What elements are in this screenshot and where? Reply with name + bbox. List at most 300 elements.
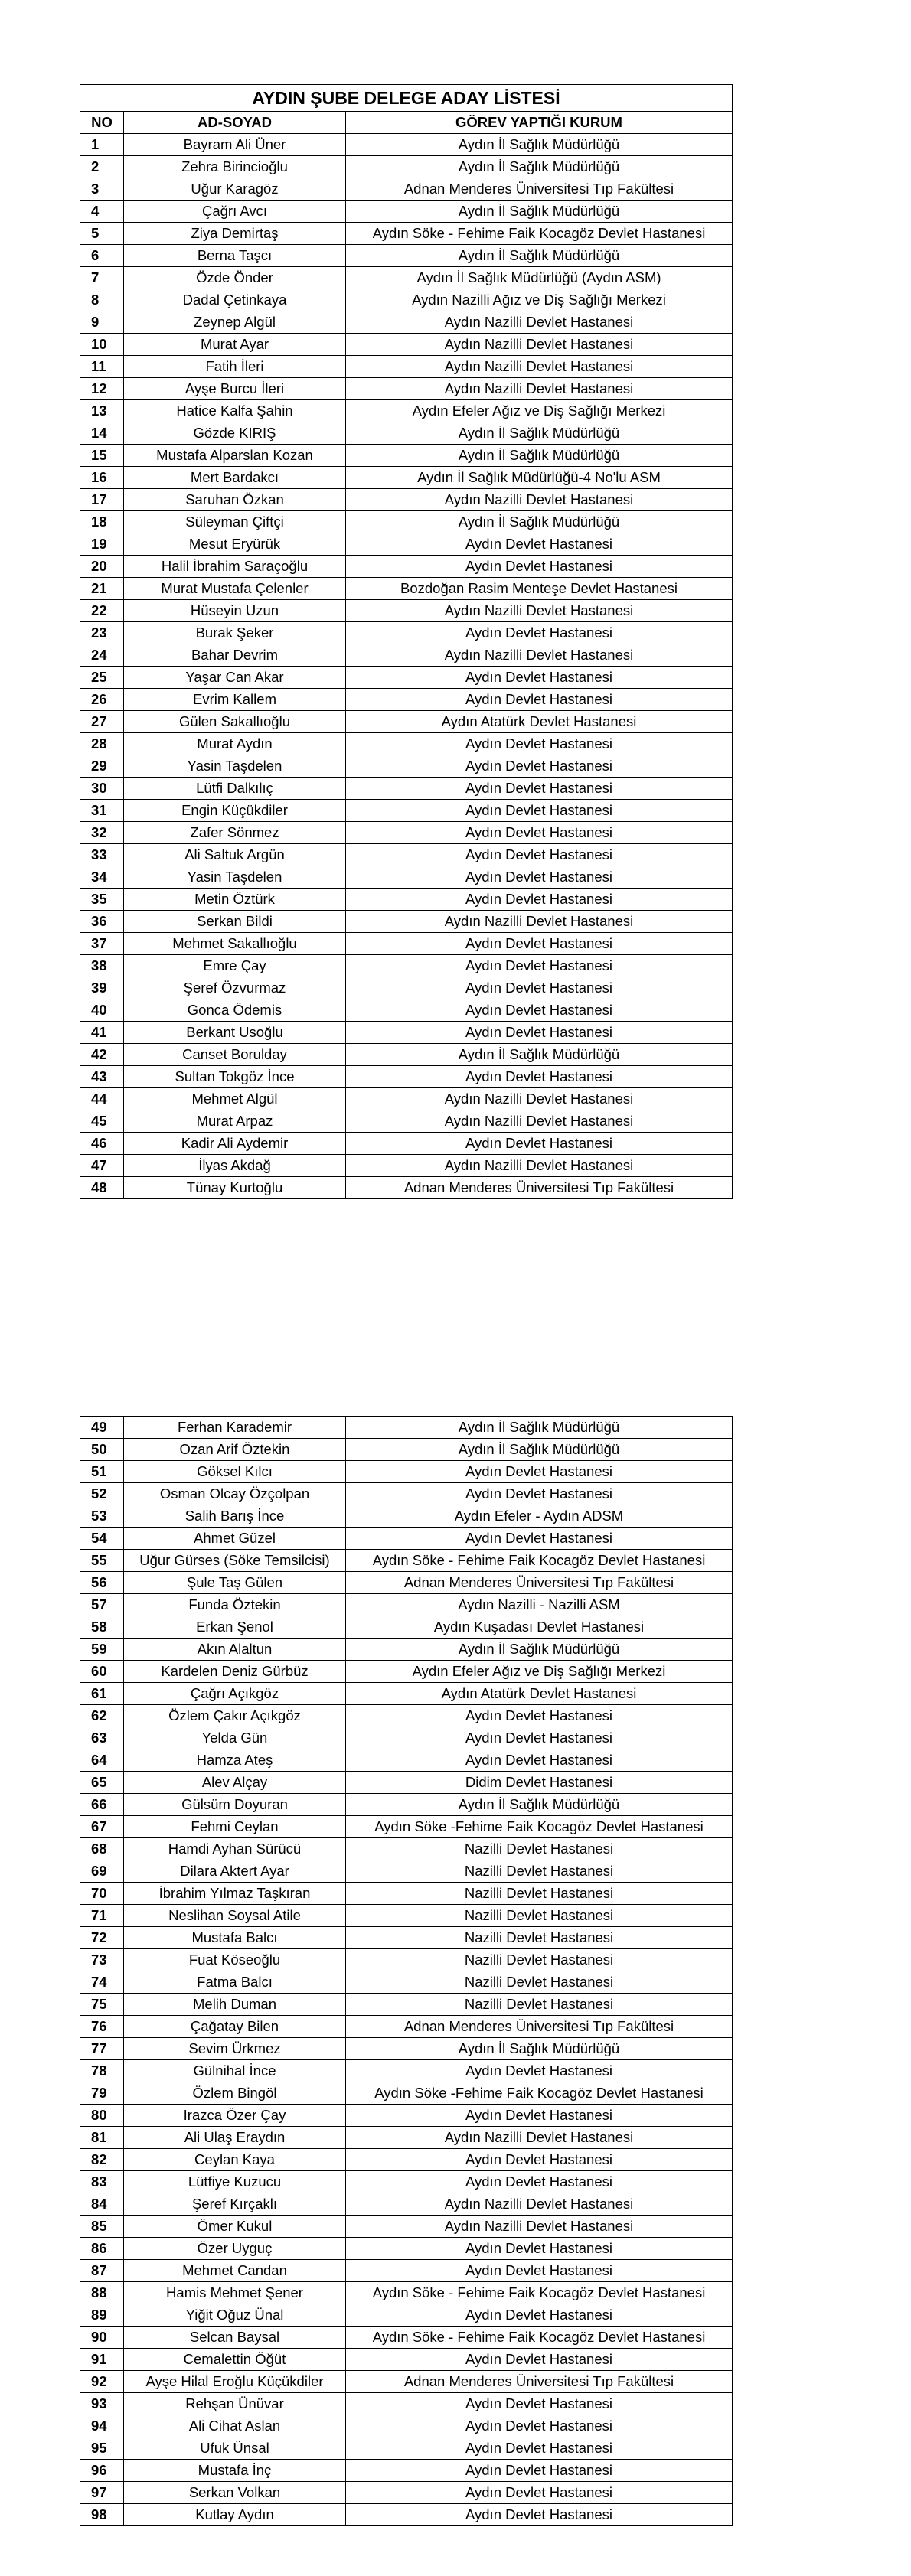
institution-name: Aydın Devlet Hastanesi <box>346 2393 733 2415</box>
institution-name: Aydın Nazilli Devlet Hastanesi <box>346 2127 733 2149</box>
table-row <box>80 2482 733 2504</box>
row-number: 89 <box>80 2304 124 2327</box>
institution-name: Aydın Devlet Hastanesi <box>346 1022 733 1044</box>
table-row <box>80 1883 733 1905</box>
institution-name: Aydın İl Sağlık Müdürlüğü (Aydın ASM) <box>346 267 733 289</box>
row-number: 21 <box>80 578 124 600</box>
row-number: 79 <box>80 2082 124 2105</box>
row-number: 29 <box>80 755 124 778</box>
table-body-part-1 <box>80 134 733 1199</box>
delegate-name: Ali Cihat Aslan <box>124 2415 346 2437</box>
delegate-name: Gülnihal İnce <box>124 2060 346 2082</box>
delegate-name: Mesut Eryürük <box>124 533 346 556</box>
table-row <box>80 2016 733 2038</box>
delegate-name: Mustafa Alparslan Kozan <box>124 445 346 467</box>
institution-name: Aydın Devlet Hastanesi <box>346 2304 733 2327</box>
table-row <box>80 2282 733 2304</box>
table-row <box>80 1971 733 1994</box>
row-number: 31 <box>80 800 124 822</box>
delegate-name: Serkan Volkan <box>124 2482 346 2504</box>
delegate-name: Ozan Arif Öztekin <box>124 1439 346 1461</box>
row-number: 49 <box>80 1417 124 1439</box>
table-row <box>80 467 733 489</box>
row-number: 39 <box>80 977 124 999</box>
delegate-name: Gonca Ödemis <box>124 999 346 1022</box>
delegate-name: Mert Bardakcı <box>124 467 346 489</box>
row-number: 98 <box>80 2504 124 2526</box>
delegate-name: Zeynep Algül <box>124 311 346 334</box>
delegate-name: Mehmet Candan <box>124 2260 346 2282</box>
row-number: 97 <box>80 2482 124 2504</box>
institution-name: Aydın Devlet Hastanesi <box>346 778 733 800</box>
table-row <box>80 2304 733 2327</box>
institution-name: Aydın Devlet Hastanesi <box>346 977 733 999</box>
table-row <box>80 822 733 844</box>
document-title: AYDIN ŞUBE DELEGE ADAY LİSTESİ <box>80 85 733 112</box>
table-row <box>80 1177 733 1199</box>
table-row <box>80 1927 733 1949</box>
table-row <box>80 2460 733 2482</box>
delegate-name: Şule Taş Gülen <box>124 1572 346 1594</box>
delegate-name: Özde Önder <box>124 267 346 289</box>
row-number: 19 <box>80 533 124 556</box>
institution-name: Nazilli Devlet Hastanesi <box>346 1949 733 1971</box>
institution-name: Aydın Devlet Hastanesi <box>346 1727 733 1749</box>
delegate-name: Özlem Bingöl <box>124 2082 346 2105</box>
delegate-name: Zafer Sönmez <box>124 822 346 844</box>
row-number: 82 <box>80 2149 124 2171</box>
delegate-name: Irazca Özer Çay <box>124 2105 346 2127</box>
institution-name: Aydın Devlet Hastanesi <box>346 2460 733 2482</box>
institution-name: Aydın Devlet Hastanesi <box>346 622 733 644</box>
delegate-name: Murat Arpaz <box>124 1110 346 1133</box>
row-number: 53 <box>80 1505 124 1528</box>
institution-name: Aydın İl Sağlık Müdürlüğü <box>346 1417 733 1439</box>
row-number: 47 <box>80 1155 124 1177</box>
delegate-name: Zehra Birincioğlu <box>124 156 346 178</box>
institution-name: Aydın Devlet Hastanesi <box>346 2504 733 2526</box>
table-row <box>80 600 733 622</box>
institution-name: Aydın Efeler - Aydın ADSM <box>346 1505 733 1528</box>
row-number: 5 <box>80 223 124 245</box>
row-number: 92 <box>80 2371 124 2393</box>
table-row <box>80 800 733 822</box>
table-row <box>80 2105 733 2127</box>
delegate-name: Ferhan Karademir <box>124 1417 346 1439</box>
table-row <box>80 578 733 600</box>
row-number: 41 <box>80 1022 124 1044</box>
institution-name: Aydın İl Sağlık Müdürlüğü <box>346 1794 733 1816</box>
institution-name: Aydın Atatürk Devlet Hastanesi <box>346 1683 733 1705</box>
institution-name: Aydın İl Sağlık Müdürlüğü <box>346 1439 733 1461</box>
row-number: 66 <box>80 1794 124 1816</box>
row-number: 33 <box>80 844 124 866</box>
institution-name: Aydın Devlet Hastanesi <box>346 667 733 689</box>
delegate-name: Ali Ulaş Eraydın <box>124 2127 346 2149</box>
institution-name: Aydın Devlet Hastanesi <box>346 844 733 866</box>
row-number: 36 <box>80 911 124 933</box>
table-row <box>80 667 733 689</box>
institution-name: Aydın İl Sağlık Müdürlüğü <box>346 201 733 223</box>
delegate-name: Ufuk Ünsal <box>124 2437 346 2460</box>
institution-name: Aydın Söke - Fehime Faik Kocagöz Devlet Hastanesi <box>346 2327 733 2349</box>
table-row <box>80 1155 733 1177</box>
row-number: 22 <box>80 600 124 622</box>
institution-name: Aydın Devlet Hastanesi <box>346 2060 733 2082</box>
institution-name: Nazilli Devlet Hastanesi <box>346 1883 733 1905</box>
table-row <box>80 533 733 556</box>
institution-name: Aydın Devlet Hastanesi <box>346 2149 733 2171</box>
row-number: 27 <box>80 711 124 733</box>
delegate-name: Murat Aydın <box>124 733 346 755</box>
delegate-name: Cemalettin Öğüt <box>124 2349 346 2371</box>
delegate-name: Ömer Kukul <box>124 2216 346 2238</box>
table-row <box>80 1616 733 1639</box>
row-number: 14 <box>80 422 124 445</box>
table-row <box>80 556 733 578</box>
table-row <box>80 933 733 955</box>
institution-name: Aydın Söke -Fehime Faik Kocagöz Devlet Hastanesi <box>346 2082 733 2105</box>
delegate-name: İlyas Akdağ <box>124 1155 346 1177</box>
column-header-name: AD-SOYAD <box>124 112 346 134</box>
table-row <box>80 1461 733 1483</box>
table-row <box>80 1133 733 1155</box>
institution-name: Aydın İl Sağlık Müdürlüğü <box>346 511 733 533</box>
institution-name: Aydın Nazilli Devlet Hastanesi <box>346 356 733 378</box>
delegate-name: İbrahim Yılmaz Taşkıran <box>124 1883 346 1905</box>
delegate-name: Lütfiye Kuzucu <box>124 2171 346 2193</box>
row-number: 28 <box>80 733 124 755</box>
institution-name: Aydın Nazilli Devlet Hastanesi <box>346 1110 733 1133</box>
delegate-name: Saruhan Özkan <box>124 489 346 511</box>
row-number: 93 <box>80 2393 124 2415</box>
delegate-name: Çağrı Açıkgöz <box>124 1683 346 1705</box>
institution-name: Nazilli Devlet Hastanesi <box>346 1971 733 1994</box>
table-row <box>80 889 733 911</box>
table-row <box>80 2171 733 2193</box>
delegate-name: Berna Taşcı <box>124 245 346 267</box>
delegate-name: Süleyman Çiftçi <box>124 511 346 533</box>
table-row <box>80 1483 733 1505</box>
row-number: 4 <box>80 201 124 223</box>
delegate-name: Özer Uyguç <box>124 2238 346 2260</box>
institution-name: Nazilli Devlet Hastanesi <box>346 1927 733 1949</box>
table-row <box>80 689 733 711</box>
table-row <box>80 1417 733 1439</box>
row-number: 61 <box>80 1683 124 1705</box>
delegate-name: Yasin Taşdelen <box>124 866 346 889</box>
delegate-name: Burak Şeker <box>124 622 346 644</box>
institution-name: Aydın Devlet Hastanesi <box>346 1461 733 1483</box>
table-row <box>80 2504 733 2526</box>
row-number: 90 <box>80 2327 124 2349</box>
delegate-name: Emre Çay <box>124 955 346 977</box>
table-row <box>80 1749 733 1772</box>
institution-name: Aydın Efeler Ağız ve Diş Sağlığı Merkezi <box>346 1661 733 1683</box>
institution-name: Aydın Kuşadası Devlet Hastanesi <box>346 1616 733 1639</box>
delegate-name: Hamza Ateş <box>124 1749 346 1772</box>
row-number: 65 <box>80 1772 124 1794</box>
institution-name: Aydın Devlet Hastanesi <box>346 2437 733 2460</box>
row-number: 84 <box>80 2193 124 2216</box>
delegate-name: Serkan Bildi <box>124 911 346 933</box>
row-number: 59 <box>80 1639 124 1661</box>
row-number: 76 <box>80 2016 124 2038</box>
delegate-name: Melih Duman <box>124 1994 346 2016</box>
delegate-name: Fuat Köseoğlu <box>124 1949 346 1971</box>
delegate-name: Mehmet Algül <box>124 1088 346 1110</box>
delegate-name: Berkant Usoğlu <box>124 1022 346 1044</box>
table-row <box>80 1528 733 1550</box>
delegate-name: Şeref Özvurmaz <box>124 977 346 999</box>
delegate-name: Gülen Sakallıoğlu <box>124 711 346 733</box>
row-number: 11 <box>80 356 124 378</box>
delegate-name: Metin Öztürk <box>124 889 346 911</box>
delegate-name: Uğur Gürses (Söke Temsilcisi) <box>124 1550 346 1572</box>
table-row <box>80 2238 733 2260</box>
table-row <box>80 2260 733 2282</box>
institution-name: Aydın Devlet Hastanesi <box>346 1528 733 1550</box>
delegate-name: Ayşe Hilal Eroğlu Küçükdiler <box>124 2371 346 2393</box>
delegate-name: Funda Öztekin <box>124 1594 346 1616</box>
delegate-name: Fatma Balcı <box>124 1971 346 1994</box>
table-row <box>80 422 733 445</box>
delegate-name: Evrim Kallem <box>124 689 346 711</box>
institution-name: Aydın Nazilli Ağız ve Diş Sağlığı Merkezi <box>346 289 733 311</box>
row-number: 1 <box>80 134 124 156</box>
institution-name: Aydın Nazilli Devlet Hastanesi <box>346 2193 733 2216</box>
table-row <box>80 999 733 1022</box>
institution-name: Nazilli Devlet Hastanesi <box>346 1905 733 1927</box>
delegate-name: Osman Olcay Özçolpan <box>124 1483 346 1505</box>
row-number: 2 <box>80 156 124 178</box>
delegate-name: Dadal Çetinkaya <box>124 289 346 311</box>
row-number: 55 <box>80 1550 124 1572</box>
table-row <box>80 644 733 667</box>
institution-name: Aydın İl Sağlık Müdürlüğü <box>346 2038 733 2060</box>
row-number: 52 <box>80 1483 124 1505</box>
delegate-name: Sultan Tokgöz İnce <box>124 1066 346 1088</box>
row-number: 63 <box>80 1727 124 1749</box>
table-row <box>80 2193 733 2216</box>
table-row <box>80 289 733 311</box>
table-row <box>80 1066 733 1088</box>
institution-name: Aydın İl Sağlık Müdürlüğü <box>346 156 733 178</box>
title-row <box>80 85 733 112</box>
row-number: 43 <box>80 1066 124 1088</box>
table-row <box>80 778 733 800</box>
table-row <box>80 1022 733 1044</box>
table-row <box>80 489 733 511</box>
delegate-name: Hamdi Ayhan Sürücü <box>124 1838 346 1860</box>
table-row <box>80 267 733 289</box>
delegate-name: Salih Barış İnce <box>124 1505 346 1528</box>
institution-name: Aydın Devlet Hastanesi <box>346 889 733 911</box>
row-number: 74 <box>80 1971 124 1994</box>
institution-name: Aydın İl Sağlık Müdürlüğü-4 No'lu ASM <box>346 467 733 489</box>
delegate-name: Mustafa İnç <box>124 2460 346 2482</box>
row-number: 9 <box>80 311 124 334</box>
table-row <box>80 2327 733 2349</box>
table-row <box>80 977 733 999</box>
table-row <box>80 134 733 156</box>
row-number: 51 <box>80 1461 124 1483</box>
table-row <box>80 1816 733 1838</box>
institution-name: Adnan Menderes Üniversitesi Tıp Fakültesi <box>346 2016 733 2038</box>
delegate-name: Kardelen Deniz Gürbüz <box>124 1661 346 1683</box>
delegate-name: Gözde KIRIŞ <box>124 422 346 445</box>
table-row <box>80 1088 733 1110</box>
delegate-name: Ayşe Burcu İleri <box>124 378 346 400</box>
table-row <box>80 711 733 733</box>
delegate-name: Bayram Ali Üner <box>124 134 346 156</box>
row-number: 26 <box>80 689 124 711</box>
row-number: 13 <box>80 400 124 422</box>
institution-name: Nazilli Devlet Hastanesi <box>346 1860 733 1883</box>
institution-name: Aydın Söke - Fehime Faik Kocagöz Devlet Hastanesi <box>346 223 733 245</box>
row-number: 86 <box>80 2238 124 2260</box>
row-number: 64 <box>80 1749 124 1772</box>
table-row <box>80 2149 733 2171</box>
delegate-name: Dilara Aktert Ayar <box>124 1860 346 1883</box>
delegate-name: Hüseyin Uzun <box>124 600 346 622</box>
institution-name: Aydın Nazilli - Nazilli ASM <box>346 1594 733 1616</box>
row-number: 12 <box>80 378 124 400</box>
institution-name: Aydın İl Sağlık Müdürlüğü <box>346 422 733 445</box>
institution-name: Aydın Devlet Hastanesi <box>346 2171 733 2193</box>
row-number: 60 <box>80 1661 124 1683</box>
delegate-name: Murat Ayar <box>124 334 346 356</box>
row-number: 94 <box>80 2415 124 2437</box>
delegate-name: Uğur Karagöz <box>124 178 346 201</box>
institution-name: Adnan Menderes Üniversitesi Tıp Fakültesi <box>346 1177 733 1199</box>
institution-name: Aydın Devlet Hastanesi <box>346 1066 733 1088</box>
institution-name: Aydın Devlet Hastanesi <box>346 2415 733 2437</box>
row-number: 56 <box>80 1572 124 1594</box>
institution-name: Aydın Nazilli Devlet Hastanesi <box>346 2216 733 2238</box>
delegate-name: Mustafa Balcı <box>124 1927 346 1949</box>
table-row <box>80 378 733 400</box>
institution-name: Aydın Devlet Hastanesi <box>346 2238 733 2260</box>
row-number: 10 <box>80 334 124 356</box>
delegate-name: Ahmet Güzel <box>124 1528 346 1550</box>
row-number: 17 <box>80 489 124 511</box>
table-row <box>80 2415 733 2437</box>
institution-name: Aydın Devlet Hastanesi <box>346 2105 733 2127</box>
institution-name: Adnan Menderes Üniversitesi Tıp Fakültesi <box>346 178 733 201</box>
row-number: 42 <box>80 1044 124 1066</box>
delegate-name: Sevim Ürkmez <box>124 2038 346 2060</box>
table-row <box>80 1905 733 1927</box>
row-number: 15 <box>80 445 124 467</box>
delegate-name: Selcan Baysal <box>124 2327 346 2349</box>
table-row <box>80 2349 733 2371</box>
institution-name: Aydın Devlet Hastanesi <box>346 1133 733 1155</box>
row-number: 25 <box>80 667 124 689</box>
table-row <box>80 1727 733 1749</box>
row-number: 3 <box>80 178 124 201</box>
delegate-name: Yiğit Oğuz Ünal <box>124 2304 346 2327</box>
table-row <box>80 2371 733 2393</box>
delegate-name: Özlem Çakır Açıkgöz <box>124 1705 346 1727</box>
row-number: 96 <box>80 2460 124 2482</box>
table-row <box>80 334 733 356</box>
delegate-name: Fehmi Ceylan <box>124 1816 346 1838</box>
table-row <box>80 1705 733 1727</box>
table-row <box>80 1594 733 1616</box>
table-row <box>80 311 733 334</box>
column-header-institution: GÖREV YAPTIĞI KURUM <box>346 112 733 134</box>
institution-name: Aydın Devlet Hastanesi <box>346 822 733 844</box>
delegate-name: Göksel Kılcı <box>124 1461 346 1483</box>
institution-name: Aydın Nazilli Devlet Hastanesi <box>346 644 733 667</box>
institution-name: Aydın Nazilli Devlet Hastanesi <box>346 1155 733 1177</box>
table-row <box>80 1505 733 1528</box>
row-number: 6 <box>80 245 124 267</box>
table-row <box>80 911 733 933</box>
institution-name: Aydın Söke - Fehime Faik Kocagöz Devlet Hastanesi <box>346 1550 733 1572</box>
table-row <box>80 1439 733 1461</box>
table-row <box>80 1572 733 1594</box>
institution-name: Aydın Devlet Hastanesi <box>346 1705 733 1727</box>
delegate-name: Kadir Ali Aydemir <box>124 1133 346 1155</box>
delegate-name: Lütfi Dalkılıç <box>124 778 346 800</box>
delegate-name: Ziya Demirtaş <box>124 223 346 245</box>
delegate-name: Ceylan Kaya <box>124 2149 346 2171</box>
table-row <box>80 622 733 644</box>
row-number: 62 <box>80 1705 124 1727</box>
table-row <box>80 755 733 778</box>
institution-name: Aydın Devlet Hastanesi <box>346 1483 733 1505</box>
row-number: 73 <box>80 1949 124 1971</box>
row-number: 71 <box>80 1905 124 1927</box>
delegate-name: Çağrı Avcı <box>124 201 346 223</box>
institution-name: Adnan Menderes Üniversitesi Tıp Fakültesi <box>346 1572 733 1594</box>
row-number: 69 <box>80 1860 124 1883</box>
delegate-name: Gülsüm Doyuran <box>124 1794 346 1816</box>
table-row <box>80 2393 733 2415</box>
institution-name: Aydın Nazilli Devlet Hastanesi <box>346 378 733 400</box>
institution-name: Aydın İl Sağlık Müdürlüğü <box>346 245 733 267</box>
delegate-name: Erkan Şenol <box>124 1616 346 1639</box>
table-row <box>80 2082 733 2105</box>
delegate-name: Yaşar Can Akar <box>124 667 346 689</box>
institution-name: Aydın İl Sağlık Müdürlüğü <box>346 445 733 467</box>
institution-name: Aydın İl Sağlık Müdürlüğü <box>346 134 733 156</box>
row-number: 23 <box>80 622 124 644</box>
row-number: 8 <box>80 289 124 311</box>
delegate-name: Hatice Kalfa Şahin <box>124 400 346 422</box>
delegate-table-part-1 <box>80 84 733 1199</box>
delegate-name: Alev Alçay <box>124 1772 346 1794</box>
row-number: 70 <box>80 1883 124 1905</box>
institution-name: Aydın Nazilli Devlet Hastanesi <box>346 334 733 356</box>
table-row <box>80 1994 733 2016</box>
table-row <box>80 511 733 533</box>
table-row <box>80 2437 733 2460</box>
row-number: 91 <box>80 2349 124 2371</box>
row-number: 77 <box>80 2038 124 2060</box>
delegate-name: Kutlay Aydın <box>124 2504 346 2526</box>
institution-name: Nazilli Devlet Hastanesi <box>346 1994 733 2016</box>
table-row <box>80 2060 733 2082</box>
table-row <box>80 201 733 223</box>
row-number: 35 <box>80 889 124 911</box>
institution-name: Aydın İl Sağlık Müdürlüğü <box>346 1044 733 1066</box>
institution-name: Didim Devlet Hastanesi <box>346 1772 733 1794</box>
institution-name: Aydın Devlet Hastanesi <box>346 866 733 889</box>
row-number: 37 <box>80 933 124 955</box>
